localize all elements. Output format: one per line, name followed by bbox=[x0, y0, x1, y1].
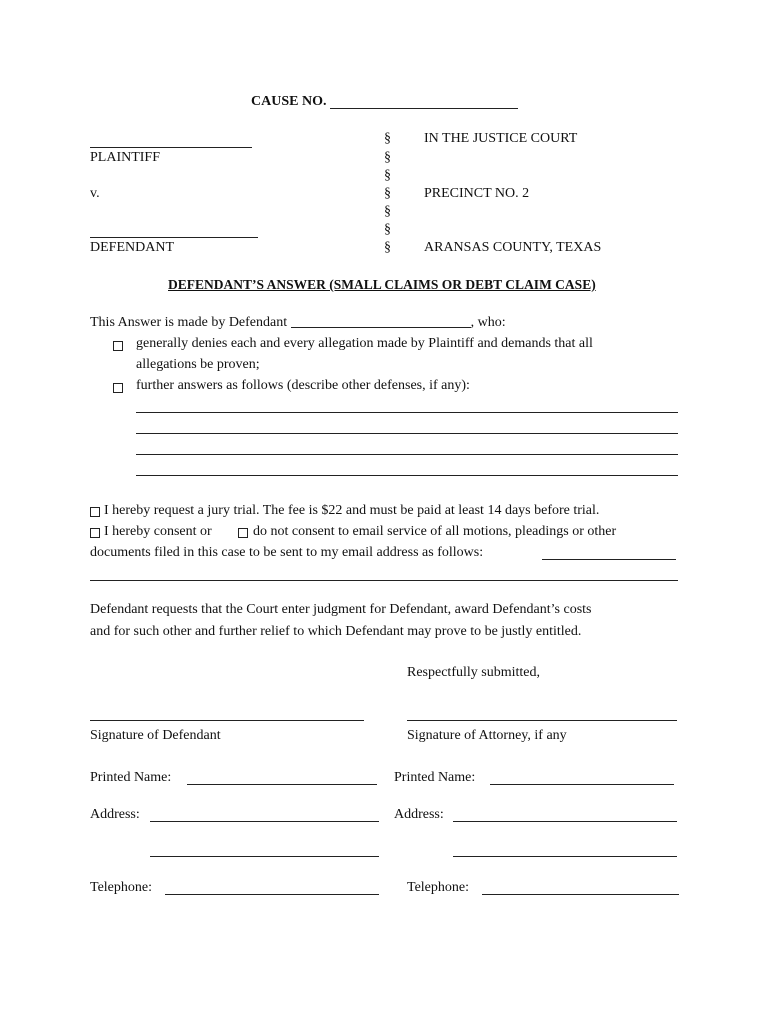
section-symbol: § bbox=[384, 150, 391, 165]
attorney-printed-name-field[interactable] bbox=[490, 784, 674, 785]
request-text-1: Defendant requests that the Court enter judgment for Defendant, award Defendant’s costs bbox=[90, 602, 592, 617]
cause-number-label: CAUSE NO. bbox=[251, 94, 327, 109]
request-text-2: and for such other and further relief to which Defendant may prove to be justly entitled. bbox=[90, 624, 582, 639]
attorney-telephone-label: Telephone: bbox=[407, 880, 469, 895]
defendant-signature-label: Signature of Defendant bbox=[90, 728, 221, 743]
other-defenses-line[interactable] bbox=[136, 412, 678, 413]
general-denial-checkbox[interactable] bbox=[113, 341, 123, 351]
jury-trial-checkbox[interactable] bbox=[90, 507, 100, 517]
defendant-printed-name-field[interactable] bbox=[187, 784, 377, 785]
other-defenses-text: further answers as follows (describe other defenses, if any): bbox=[136, 378, 470, 393]
attorney-address-field[interactable] bbox=[453, 821, 677, 822]
general-denial-text-1: generally denies each and every allegation made by Plaintiff and demands that all bbox=[136, 336, 593, 351]
court-name: IN THE JUSTICE COURT bbox=[424, 131, 578, 146]
attorney-printed-name-label: Printed Name: bbox=[394, 770, 476, 785]
defendant-address-field-2[interactable] bbox=[150, 856, 379, 857]
email-address-field[interactable] bbox=[542, 559, 676, 560]
answer-intro bbox=[90, 315, 506, 331]
plaintiff-label: PLAINTIFF bbox=[90, 150, 161, 165]
defendant-label: DEFENDANT bbox=[90, 240, 174, 255]
section-symbol: § bbox=[384, 222, 391, 237]
plaintiff-name-field[interactable] bbox=[90, 147, 252, 148]
attorney-address-field-2[interactable] bbox=[453, 856, 677, 857]
precinct-number: PRECINCT NO. 2 bbox=[424, 186, 530, 201]
defendant-answer-name-field[interactable] bbox=[291, 315, 471, 328]
answer-intro-prefix: This Answer is made by Defendant bbox=[90, 315, 288, 330]
email-consent-text: I hereby consent or bbox=[104, 524, 212, 539]
other-defenses-line[interactable] bbox=[136, 433, 678, 434]
jury-trial-text: I hereby request a jury trial. The fee is $22 and must be paid at least 14 days before trial. bbox=[104, 503, 600, 518]
section-symbol: § bbox=[384, 131, 391, 146]
other-defenses-checkbox[interactable] bbox=[113, 383, 123, 393]
email-no-consent-checkbox[interactable] bbox=[238, 528, 248, 538]
defendant-signature-field[interactable] bbox=[90, 720, 364, 721]
attorney-signature-field[interactable] bbox=[407, 720, 677, 721]
section-symbol: § bbox=[384, 168, 391, 183]
county-name: ARANSAS COUNTY, TEXAS bbox=[424, 240, 602, 255]
other-defenses-line[interactable] bbox=[136, 475, 678, 476]
attorney-telephone-field[interactable] bbox=[482, 894, 679, 895]
other-defenses-line[interactable] bbox=[136, 454, 678, 455]
general-denial-text-2: allegations be proven; bbox=[136, 357, 260, 372]
answer-intro-suffix: , who: bbox=[470, 315, 506, 330]
defendant-address-field[interactable] bbox=[150, 821, 379, 822]
respectfully-submitted: Respectfully submitted, bbox=[407, 665, 540, 680]
section-symbol: § bbox=[384, 240, 391, 255]
defendant-name-field[interactable] bbox=[90, 237, 258, 238]
section-symbol: § bbox=[384, 204, 391, 219]
email-address-label: documents filed in this case to be sent to my email address as follows: bbox=[90, 545, 484, 560]
defendant-printed-name-label: Printed Name: bbox=[90, 770, 172, 785]
email-consent-checkbox[interactable] bbox=[90, 528, 100, 538]
defendant-telephone-label: Telephone: bbox=[90, 880, 152, 895]
section-symbol: § bbox=[384, 186, 391, 201]
email-no-consent-text: do not consent to email service of all motions, pleadings or other bbox=[253, 524, 617, 539]
attorney-signature-label: Signature of Attorney, if any bbox=[407, 728, 567, 743]
email-address-field-continued[interactable] bbox=[90, 580, 678, 581]
document-title: DEFENDANT’S ANSWER (SMALL CLAIMS OR DEBT CLAIM CASE) bbox=[168, 277, 596, 292]
cause-number-field[interactable] bbox=[330, 108, 518, 109]
defendant-telephone-field[interactable] bbox=[165, 894, 379, 895]
versus-label: v. bbox=[90, 186, 100, 201]
attorney-address-label: Address: bbox=[394, 807, 444, 822]
defendant-address-label: Address: bbox=[90, 807, 140, 822]
